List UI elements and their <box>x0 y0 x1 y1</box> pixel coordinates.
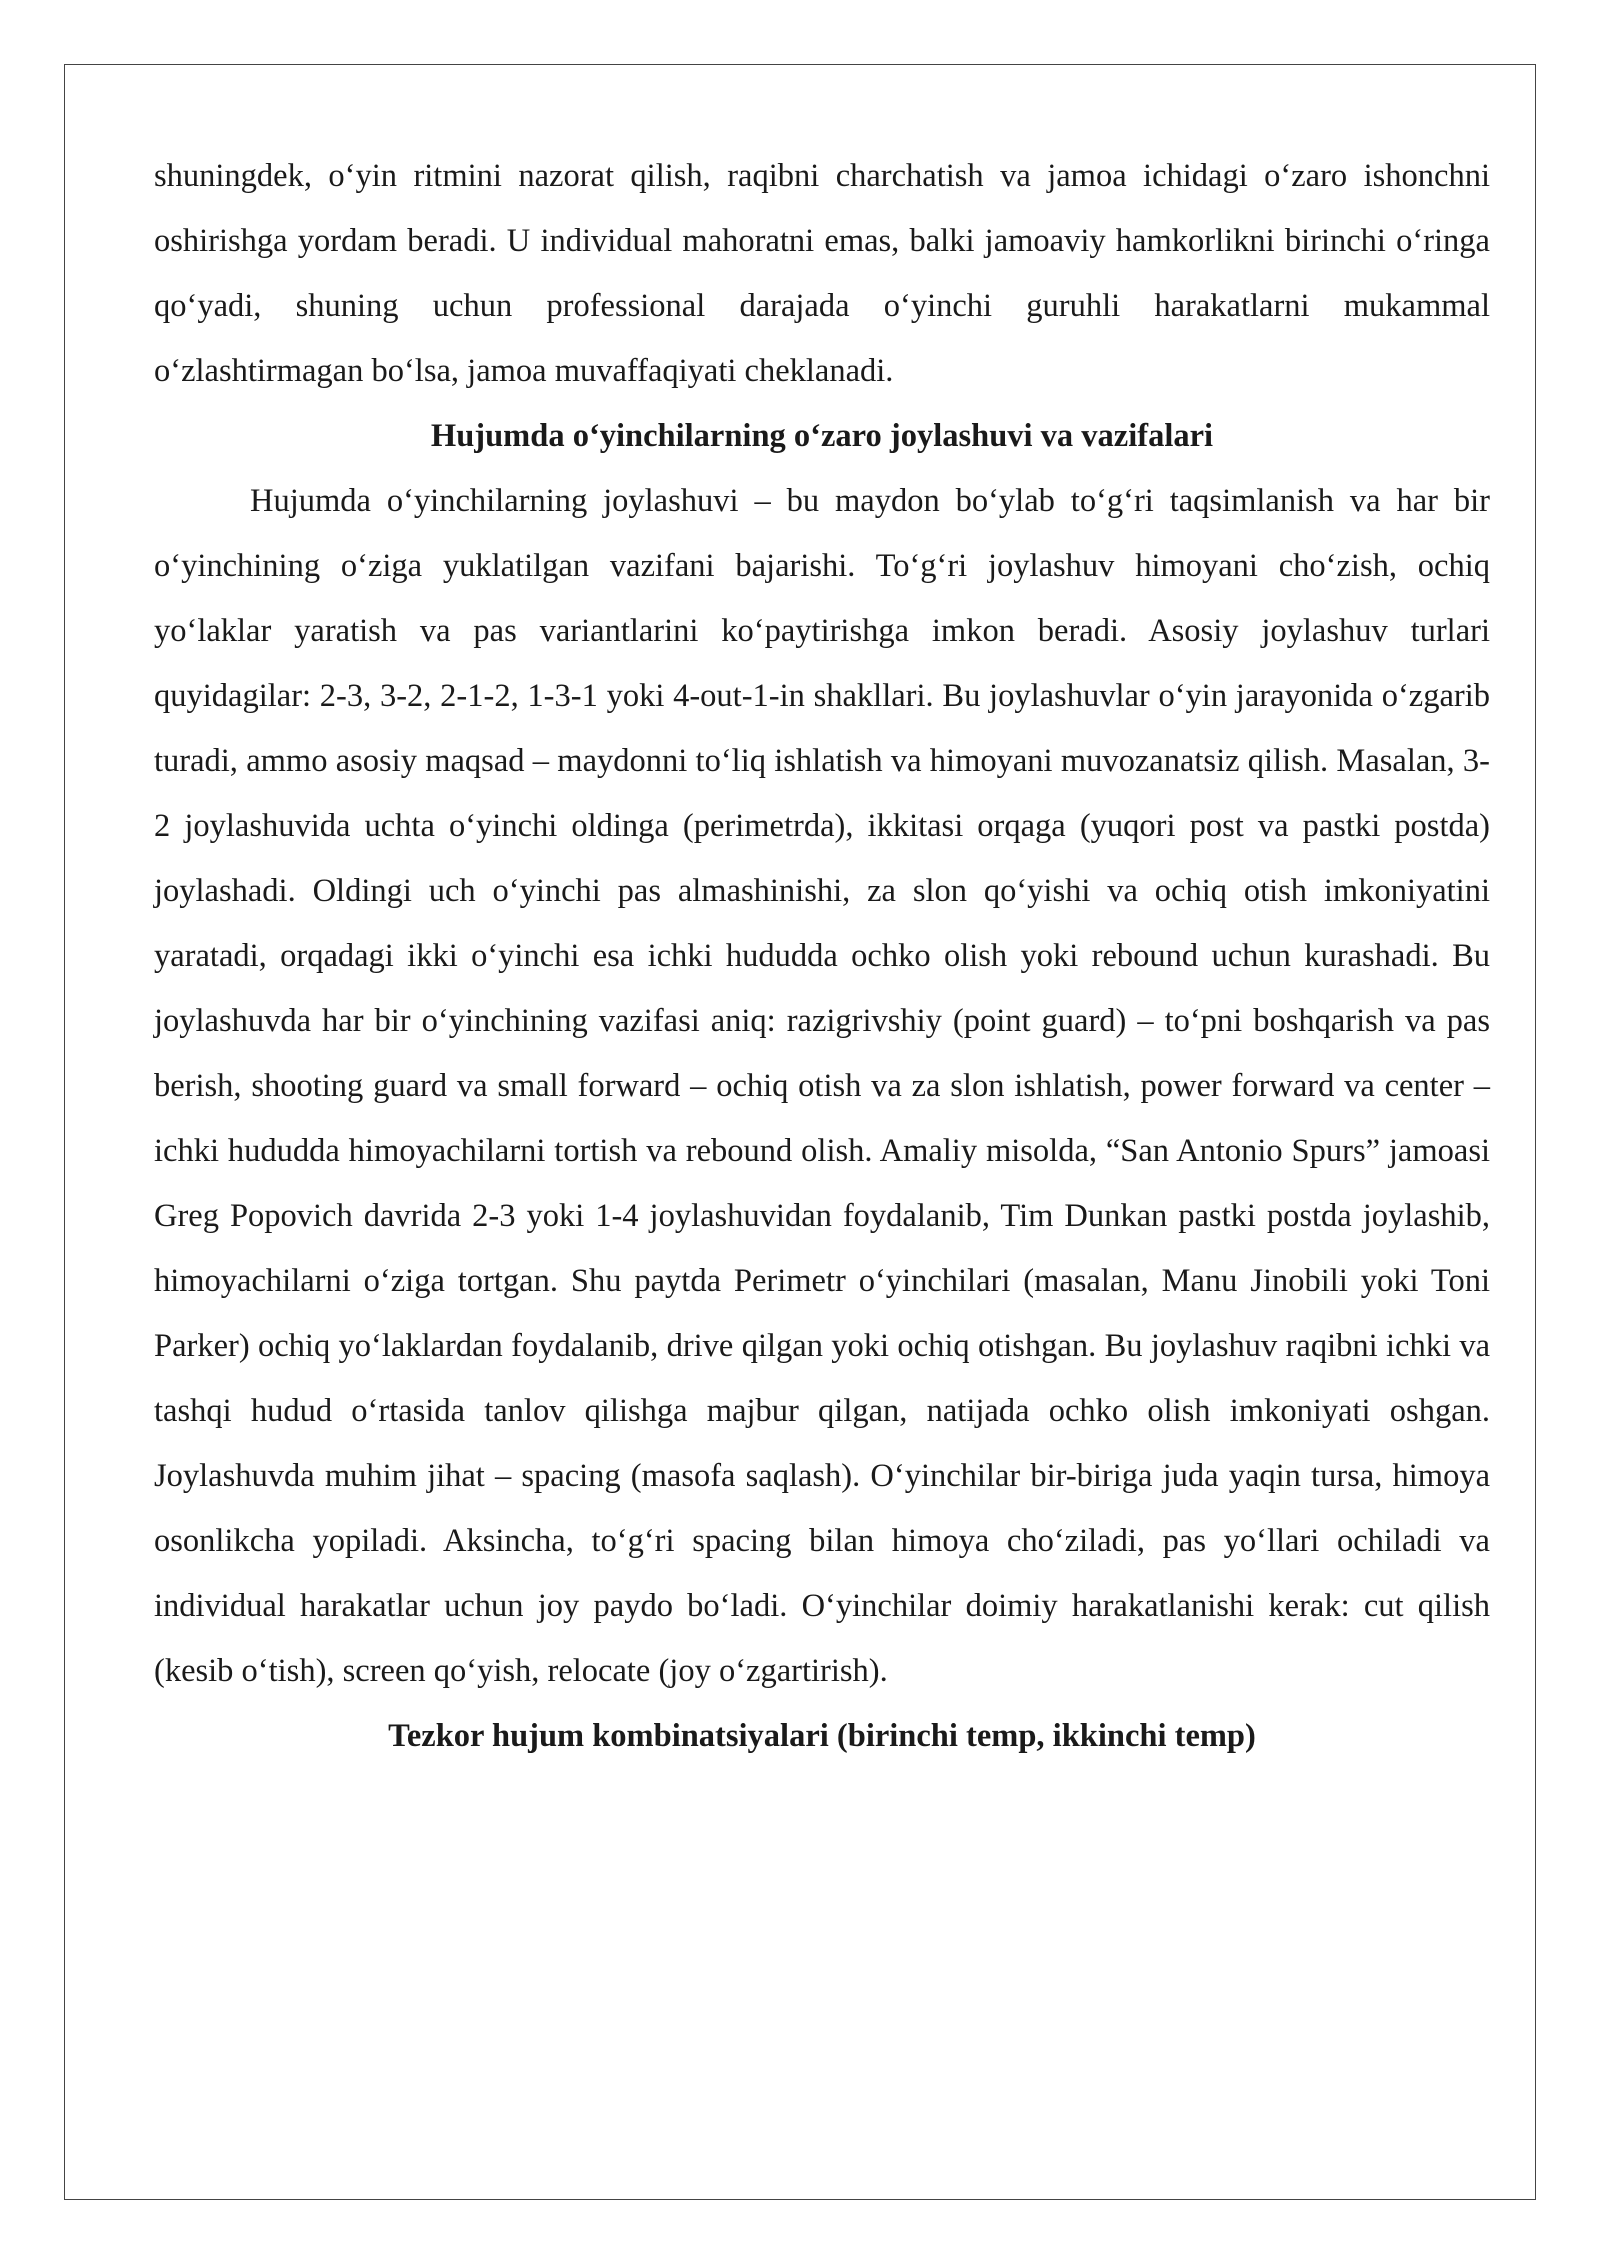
paragraph-positions: Hujumda o‘yinchilarning joylashuvi – bu maydon bo‘ylab to‘g‘ri taqsimlanish va har bir o‘yinchining o‘ziga yuklatilgan vazifani bajarishi. To‘g‘ri joylashuv himoyani cho‘zish, ochiq yo‘laklar yaratish va pas variantlarini ko‘paytirishga imkon beradi. Asosiy joylashuv turlari quyidagilar: 2-3, 3-2, 2-1-2, 1-3-1 yoki 4-out-1-in shakllari. Bu joylashuvlar o‘yin jarayonida o‘zgarib turadi, ammo asosiy maqsad – maydonni to‘liq ishlatish va himoyani muvozanatsiz qilish. Masalan, 3-2 joylashuvida uchta o‘yinchi oldinga (perimetrda), ikkitasi orqaga (yuqori post va pastki postda) joylashadi. Oldingi uch o‘yinchi pas almashinishi, za slon qo‘yishi va ochiq otish imkoniyatini yaratadi, orqadagi ikki o‘yinchi esa ichki hududda ochko olish yoki rebound uchun kurashadi. Bu joylashuvda har bir o‘yinchining vazifasi aniq: razigrivshiy (point guard) – to‘pni boshqarish va pas berish, shooting guard va small forward – ochiq otish va za slon ishlatish, power forward va center – ichki hududda himoyachilarni tortish va rebound olish. Amaliy misolda, “San Antonio Spurs” jamoasi Greg Popovich davrida 2-3 yoki 1-4 joylashuvidan foydalanib, Tim Dunkan pastki postda joylashib, himoyachilarni o‘ziga tortgan. Shu paytda Perimetr o‘yinchilari (masalan, Manu Jinobili yoki Toni Parker) ochiq yo‘laklardan foydalanib, drive qilgan yoki ochiq otishgan. Bu joylashuv raqibni ichki va tashqi hudud o‘rtasida tanlov qilishga majbur qilgan, natijada ochko olish imkoniyati oshgan. Joylashuvda muhim jihat – spacing (masofa saqlash). O‘yinchilar bir-biriga juda yaqin tursa, himoya osonlikcha yopiladi. Aksincha, to‘g‘ri spacing bilan himoya cho‘ziladi, pas yo‘llari ochiladi va individual harakatlar uchun joy paydo bo‘ladi. O‘yinchilar doimiy harakatlanishi kerak: cut qilish (kesib o‘tish), screen qo‘yish, relocate (joy o‘zgartirish). <box>154 483 1490 1689</box>
document-body <box>154 144 1490 1769</box>
section-heading-fast-break: Tezkor hujum kombinatsiyalari (birinchi temp, ikkinchi temp) <box>388 1718 1256 1754</box>
paragraph-intro: shuningdek, o‘yin ritmini nazorat qilish, raqibni charchatish va jamoa ichidagi o‘zaro ishonchni oshirishga yordam beradi. U individual mahoratni emas, balki jamoaviy hamkorlikni birinchi o‘ringa qo‘yadi, shuning uchun professional darajada o‘yinchi guruhli harakatlarni mukammal o‘zlashtirmagan bo‘lsa, jamoa muvaffaqiyati cheklanadi. <box>154 158 1490 389</box>
section-heading-positions: Hujumda o‘yinchilarning o‘zaro joylashuvi va vazifalari <box>430 418 1214 454</box>
